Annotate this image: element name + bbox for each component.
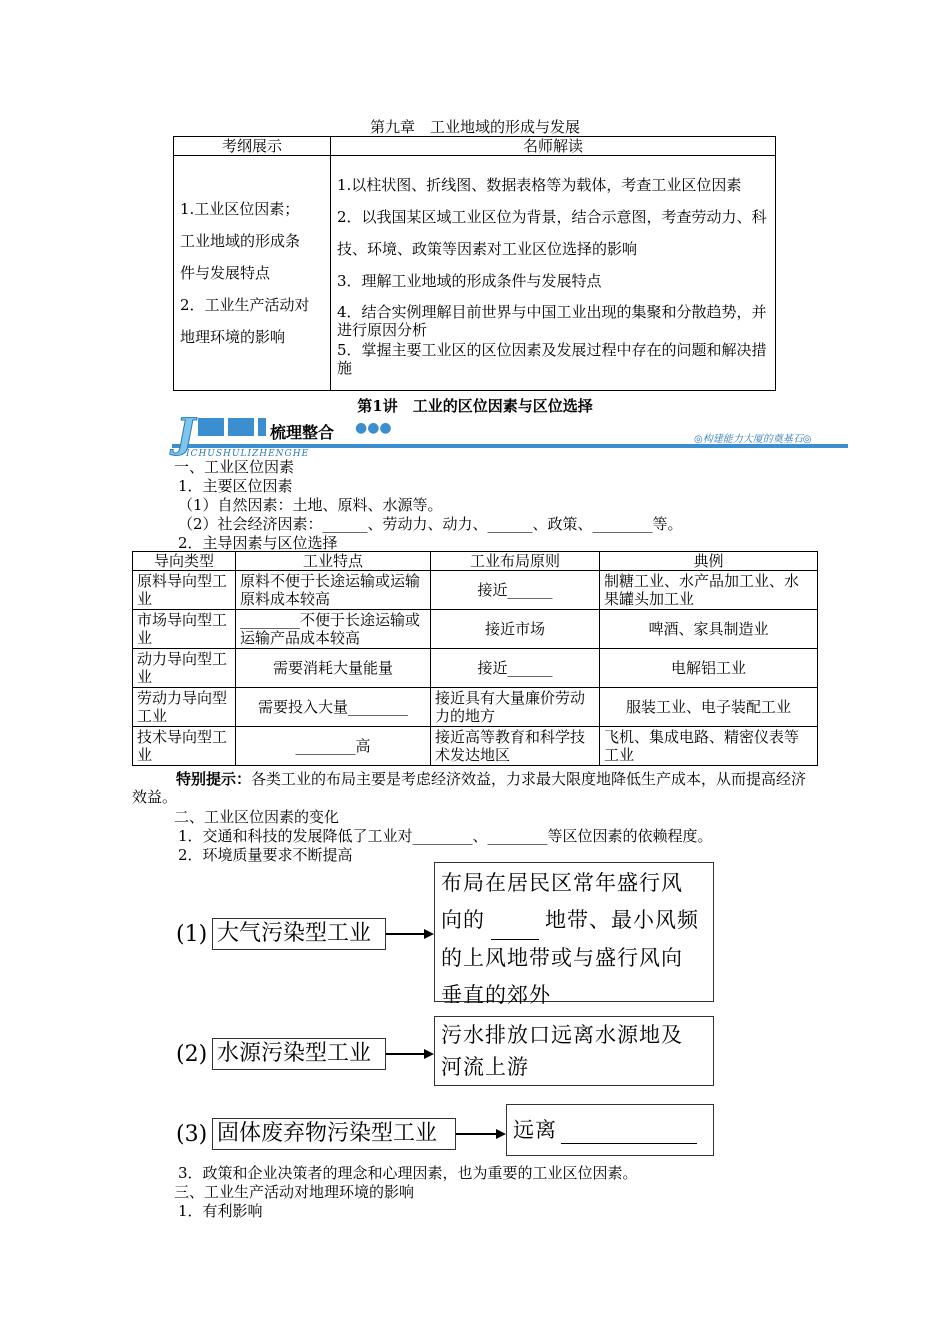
diagram-number: (3): [176, 1122, 208, 1147]
table-cell: 电解铝工业: [600, 649, 818, 688]
diagram-result-box: [434, 862, 714, 1007]
text-line: 3．政策和企业决策者的理念和心理因素，也为重要的工业区位因素。: [178, 1164, 638, 1182]
answer-blank: [491, 902, 539, 940]
orientation-table: [132, 551, 818, 766]
text-line: 1．交通和科技的发展降低了工业对________、________等区位因素的依赖程度。: [178, 827, 713, 845]
chapter-title: 第九章 工业地域的形成与发展: [369, 118, 580, 136]
table-cell: 接近高等教育和科学技术发达地区: [431, 727, 600, 766]
note-item: 1.以柱状图、折线图、数据表格等为载体，考查工业区位因素: [337, 176, 742, 194]
table-header: 工业特点: [236, 552, 431, 571]
overview-table: [173, 136, 776, 391]
table-header: 工业布局原则: [431, 552, 600, 571]
result-line: 垂直的郊外: [441, 983, 551, 1007]
banner-block: [228, 418, 254, 436]
arrow-line: [456, 1133, 496, 1135]
arrow-line: [386, 1053, 424, 1055]
result-fragment: 向的: [441, 908, 485, 932]
diagram-label: 固体废弃物污染型工业: [217, 1121, 438, 1146]
subheading: 2．主导因素与区位选择: [178, 534, 338, 552]
diagram-label-box: [212, 1038, 386, 1070]
table-header: 导向类型: [133, 552, 236, 571]
special-tip: [132, 770, 820, 806]
table-row: [133, 610, 818, 649]
result-text: [435, 863, 713, 1016]
table-cell: 接近______: [431, 649, 600, 688]
scope-line: 2．工业生产活动对: [180, 296, 310, 314]
diagram-label: 大气污染型工业: [217, 921, 372, 946]
table-row: [133, 727, 818, 766]
banner-title: 梳理整合: [270, 423, 335, 442]
table-cell: 技术导向型工业: [133, 727, 236, 766]
table-cell: 服装工业、电子装配工业: [600, 688, 818, 727]
result-fragment: 地带、最小风频: [545, 908, 699, 932]
table-cell: 接近市场: [431, 610, 600, 649]
diagram-label-box: [212, 918, 386, 950]
section-heading: 二、工业区位因素的变化: [174, 808, 340, 826]
table-cell: 制糖工业、水产品加工业、水果罐头加工业: [600, 571, 818, 610]
result-line: 的上风地带或与盛行风向: [441, 946, 683, 970]
result-text: [507, 1105, 713, 1155]
table-cell: 接近具有大量廉价劳动力的地方: [431, 688, 600, 727]
table-header: 典例: [600, 552, 818, 571]
result-line: [441, 902, 707, 940]
scope-line: 1.工业区位因素；: [180, 200, 300, 218]
answer-blank: [561, 1117, 697, 1144]
table-cell: 接近______: [431, 571, 600, 610]
result-line: 布局在居民区常年盛行风: [441, 871, 683, 895]
table-cell: 啤酒、家具制造业: [600, 610, 818, 649]
arrow-line: [386, 933, 424, 935]
diagram-label-box: [212, 1118, 456, 1150]
tip-label: 特别提示：: [176, 770, 252, 788]
tip-text: 各类工业的布局主要是考虑经济效益，力求最大限度地降低生产成本，从而提高经济效益。: [132, 770, 807, 806]
subheading: 1．有利影响: [178, 1202, 263, 1220]
note-item: 5．掌握主要工业区的区位因素及发展过程中存在的问题和解决措施: [337, 341, 767, 377]
text-line: （2）社会经济因素：______、劳动力、动力、______、政策、________等。: [178, 515, 683, 533]
arrow-head-icon: [496, 1129, 506, 1139]
banner-dots: ●●●: [355, 420, 392, 436]
banner-pinyin: ICHUSHULIZHENGHE: [186, 449, 310, 459]
result-line: 河流上游: [441, 1055, 529, 1079]
diagram-label: 水源污染型工业: [217, 1041, 372, 1066]
diagram-result-box: [506, 1104, 714, 1156]
section-heading: 一、工业区位因素: [174, 458, 295, 476]
banner-letter: J: [176, 410, 195, 457]
arrow-head-icon: [424, 929, 434, 939]
section-heading: 三、工业生产活动对地理环境的影响: [174, 1183, 415, 1201]
table-row: [133, 571, 818, 610]
text-line: 2．环境质量要求不断提高: [178, 846, 353, 864]
scope-line: 件与发展特点: [180, 264, 271, 282]
note-item: 3．理解工业地域的形成条件与发展特点: [337, 272, 602, 290]
diagram-result-box: [434, 1016, 714, 1086]
teacher-notes-cell: [331, 156, 776, 391]
table-cell: ________不便于长途运输或运输产品成本较高: [236, 610, 431, 649]
table-cell: 市场导向型工业: [133, 610, 236, 649]
table-cell: 劳动力导向型工业: [133, 688, 236, 727]
banner-block: [198, 418, 224, 436]
lesson-title: 第1讲 工业的区位因素与区位选择: [357, 397, 593, 415]
banner-block: [258, 418, 266, 436]
result-line: 污水排放口远离水源地及: [441, 1023, 683, 1047]
result-line: 远离: [513, 1118, 557, 1142]
table-header: 名师解读: [331, 137, 776, 156]
banner-motto: ◎构建能力大厦的奠基石◎: [694, 434, 812, 445]
diagram-number: (1): [176, 922, 208, 947]
note-item: 2．以我国某区域工业区位为背景，结合示意图，考查劳动力、科技、环境、政策等因素对工业区位选择的影响: [337, 208, 767, 258]
diagram-number: (2): [176, 1042, 208, 1067]
result-text: [435, 1017, 713, 1085]
table-header: 考纲展示: [174, 137, 331, 156]
table-cell: 动力导向型工业: [133, 649, 236, 688]
text-line: （1）自然因素：土地、原料、水源等。: [178, 496, 443, 514]
table-cell: ________高: [236, 727, 431, 766]
note-item: 4．结合实例理解目前世界与中国工业出现的集聚和分散趋势，并进行原因分析: [337, 303, 767, 339]
table-cell: 原料导向型工业: [133, 571, 236, 610]
table-cell: 飞机、集成电路、精密仪表等工业: [600, 727, 818, 766]
table-row: [133, 688, 818, 727]
table-cell: 需要消耗大量能量: [236, 649, 431, 688]
table-cell: 原料不便于长途运输或运输原料成本较高: [236, 571, 431, 610]
table-cell: 需要投入大量________: [236, 688, 431, 727]
scope-line: 工业地域的形成条: [180, 232, 301, 250]
exam-scope-cell: [174, 156, 331, 391]
subheading: 1．主要区位因素: [178, 477, 293, 495]
scope-line: 地理环境的影响: [180, 328, 286, 346]
arrow-head-icon: [424, 1049, 434, 1059]
table-row: [133, 649, 818, 688]
